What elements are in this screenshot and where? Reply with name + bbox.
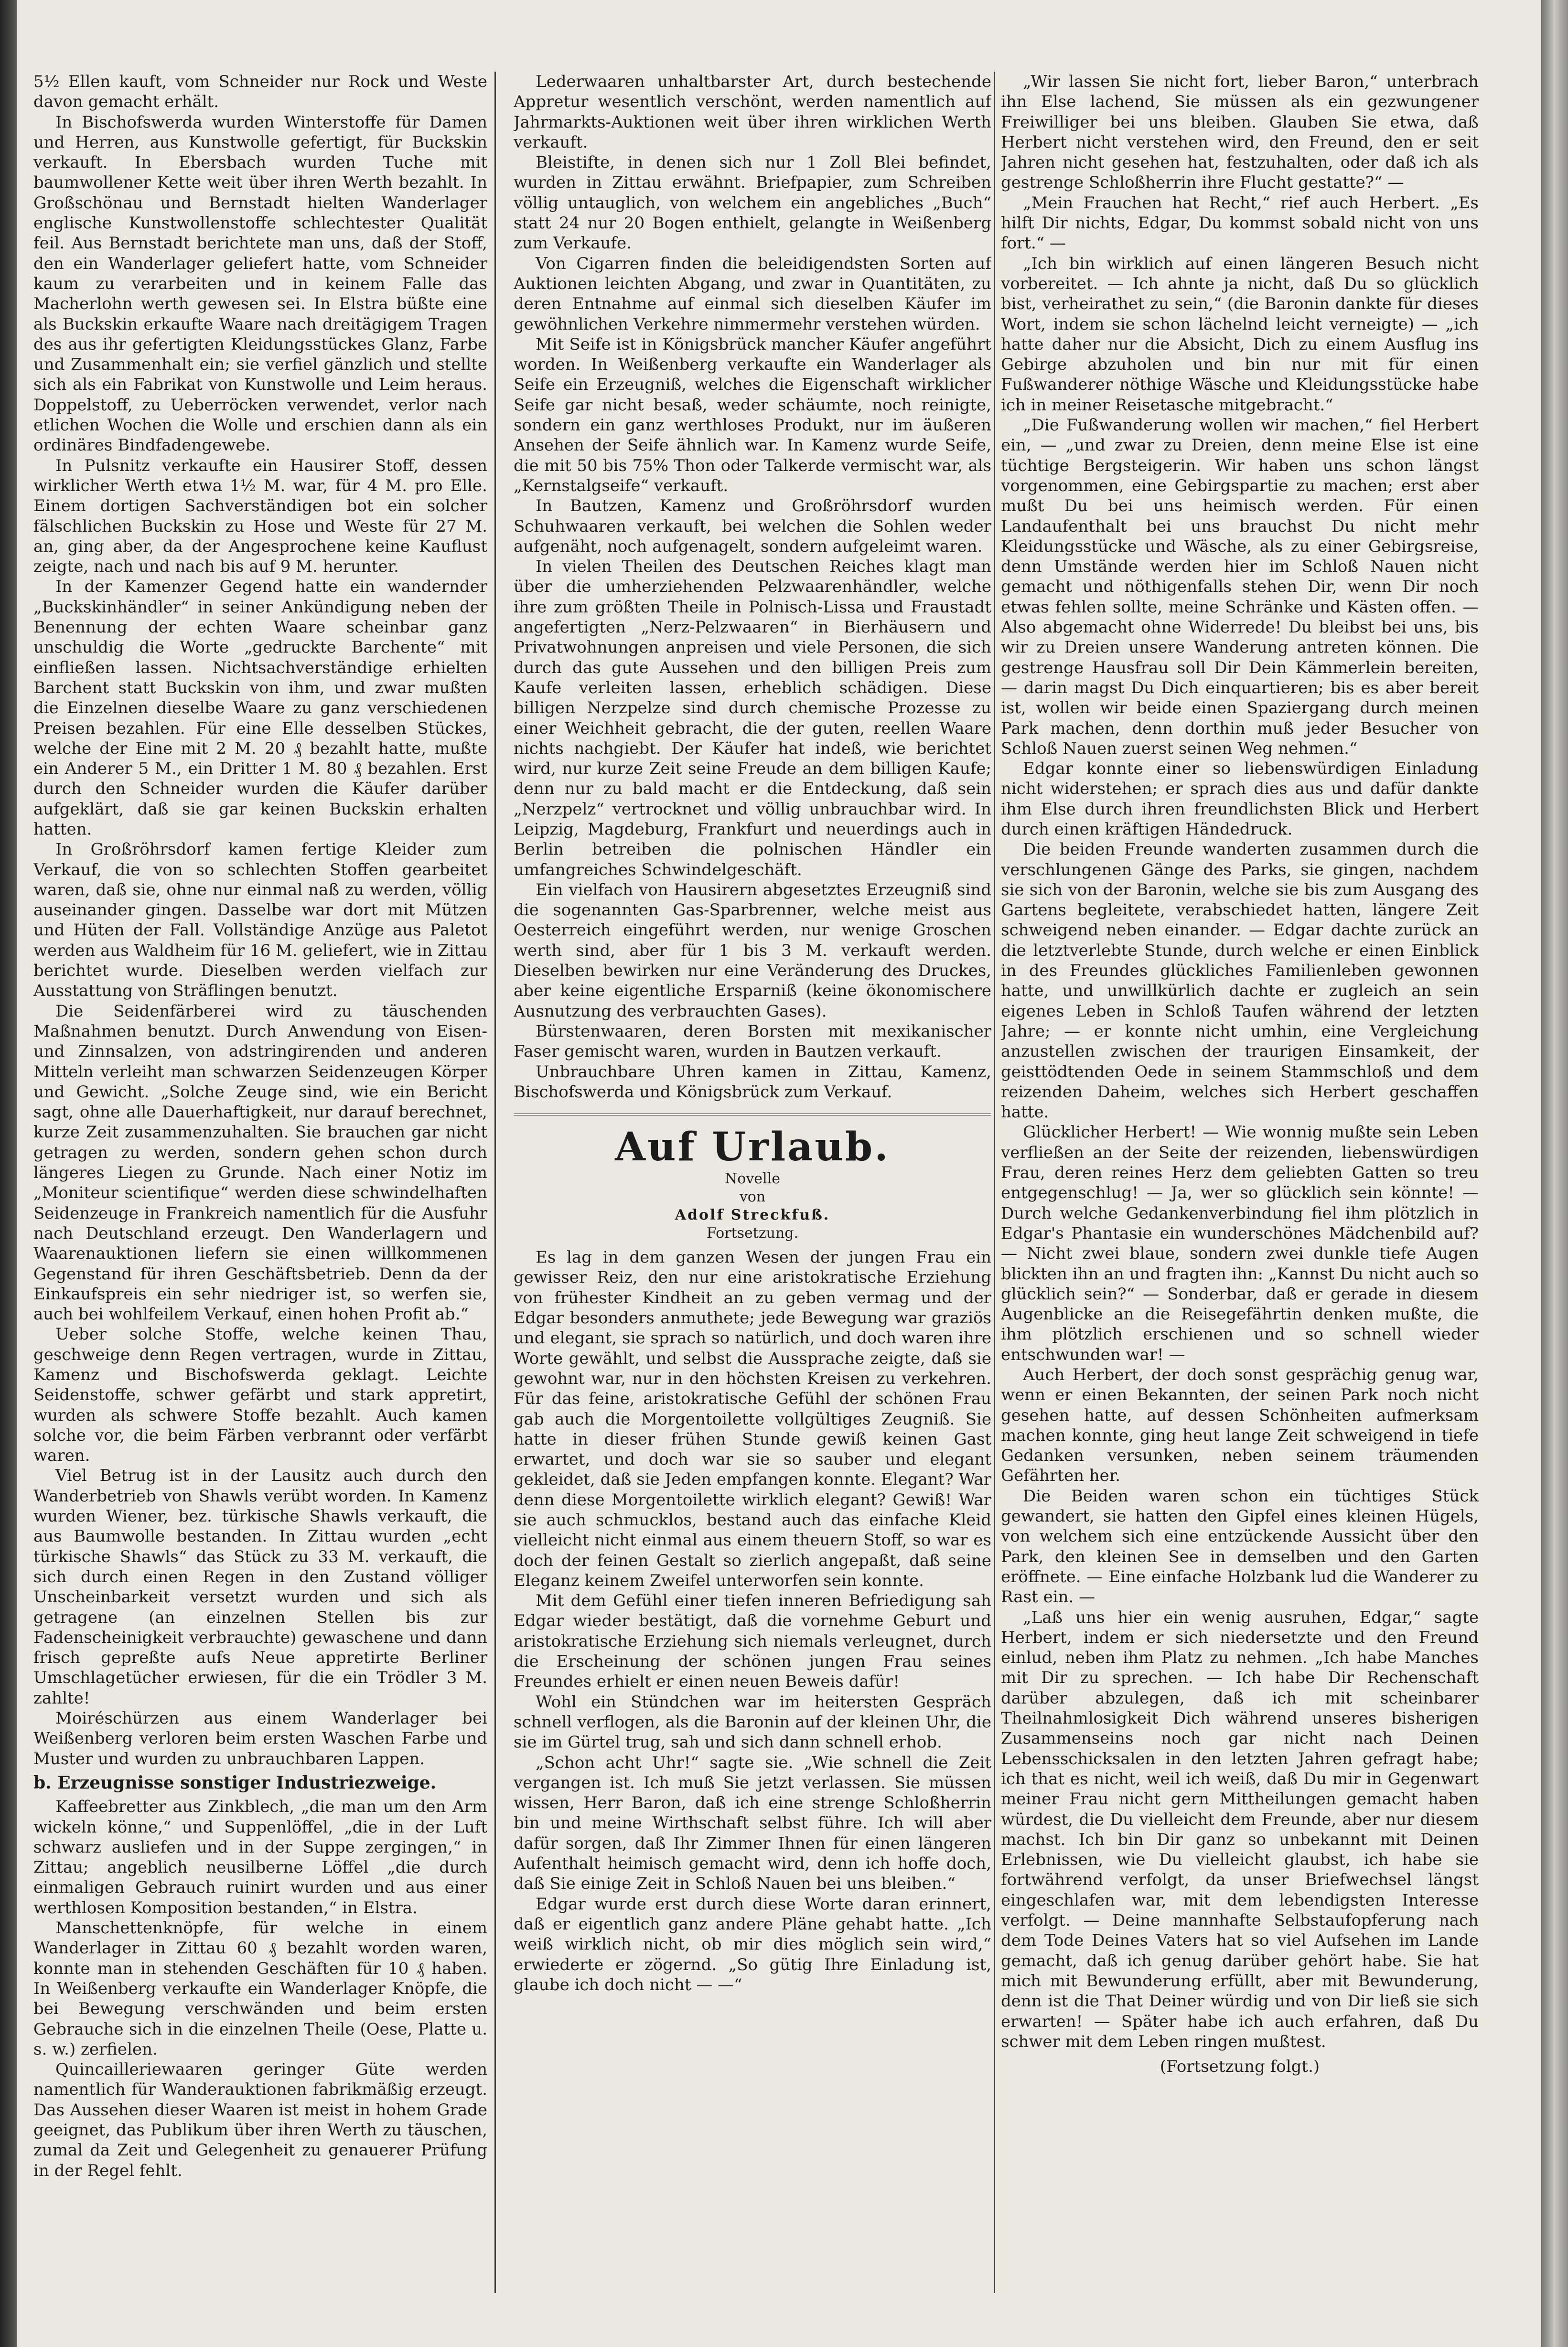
left-paragraph: In Großröhrsdorf kamen fertige Kleider zum Verkauf, die von so schlechten Stoffen gearbeitet waren, daß sie, ohne nur einmal naß zu werden, völlig auseinander gingen. Dasselbe war dort mit Mützen und Hüten der Fall. Vollständige Anzüge aus Paletot werden aus Waldheim für 16 M. geliefert, wie in Zittau berichtet wurde. Dieselben werden vielfach zur Ausstattung von Sträflingen benutzt. [33,840,487,1001]
story-von: von [739,1189,766,1206]
book-spine [1541,0,1568,2347]
middle-paragraph: Lederwaaren unhaltbarster Art, durch bestechende Appretur wesentlich verschönt, werden namentlich auf Jahrmarkts-Auktionen weit über ihren wirklichen Werth verkauft. [514,72,991,152]
right-column [1001,72,1479,2293]
left-paragraph: Kaffeebretter aus Zinkblech, „die man um den Arm wickeln könne,“ und Suppenlöffel, „die in der Luft schwarz ausliefen und in der Suppe zergingen,“ in Zittau; angeblich neusilberne Löffel „die durch einmaligen Gebrauch ruinirt wurden und aus einer werthlosen Komposition bestanden,“ in Elstra. [33,1797,487,1918]
right-paragraph: Die Beiden waren schon ein tüchtiges Stück gewandert, sie hatten den Gipfel eines kleinen Hügels, von welchem sich eine entzückende Aussicht über den Park, den kleinen See in demselben und den Garten eröffnete. — Eine einfache Holzbank lud die Wanderer zu Rast ein. — [1001,1486,1479,1607]
left-paragraph: Quincailleriewaaren geringer Güte werden namentlich für Wanderauktionen fabrikmäßig erzeugt. Das Aussehen dieser Waaren ist meist in hohem Grade geeignet, das Publikum über ihren Werth zu täuschen, zumal da Zeit und Gelegenheit zu genauerer Prüfung in der Regel fehlt. [33,2060,487,2180]
story-paragraph: „Schon acht Uhr!“ sagte sie. „Wie schnell die Zeit vergangen ist. Ich muß Sie jetzt verlassen. Sie müssen wissen, Herr Baron, daß ich eine strenge Schloßherrin bin und meine Wirthschaft selbst führe. Ich will aber dafür sorgen, daß Ihr Zimmer Ihnen für einen längeren Aufenthalt heimisch gemacht wird, denn ich hoffe doch, daß Sie einige Zeit in Schloß Nauen bei uns bleiben.“ [514,1753,991,1894]
story-header [514,1114,991,1243]
scan-dark-edge [0,0,17,2347]
middle-paragraph: Ein vielfach von Hausirern abgesetztes Erzeugniß sind die sogenannten Gas-Sparbrenner, welche meist aus Oesterreich eingeführt werden, nur wenige Groschen werth sind, aber für 1 bis 3 M. verkauft werden. Dieselben bewirken nur eine Veränderung des Druckes, aber keine eigentliche Ersparniß (keine ökonomischere Ausnutzung des verbrauchten Gases). [514,880,991,1021]
right-paragraph: „Wir lassen Sie nicht fort, lieber Baron,“ unterbrach ihn Else lachend, Sie müssen als ein gezwungener Freiwilliger bei uns bleiben. Glauben Sie etwa, daß Herbert nicht verstehen wird, den Freund, den er seit Jahren nicht gesehen hat, festzuhalten, oder daß ich als gestrenge Schloßherrin ihre Flucht gestatte?“ — [1001,72,1479,193]
left-paragraph: Die Seidenfärberei wird zu täuschenden Maßnahmen benutzt. Durch Anwendung von Eisen- und Zinnsalzen, von adstringirenden und anderen Mitteln verleiht man schwarzen Seidenzeugen Körper und Gewicht. „Solche Zeuge sind, wie ein Bericht sagt, ohne alle Dauerhaftigkeit, nur darauf berechnet, kurze Zeit zusammenzuhalten. Sie brauchen gar nicht getragen zu werden, sondern gehen schon durch längeres Liegen zu Grunde. Nach einer Notiz im „Moniteur scientifique“ werden diese schwindelhaften Seidenzeuge in Frankreich namentlich für die Ausfuhr nach Deutschland erzeugt. Den Wanderlagern und Waarenauktionen liefern sie einen willkommenen Gegenstand für ihren Geschäftsbetrieb. Denn da der Einkaufspreis ein sehr niedriger ist, so werfen sie, auch bei wohlfeilem Verkauf, einen hohen Profit ab.“ [33,1001,487,1324]
story-paragraph: Edgar wurde erst durch diese Worte daran erinnert, daß er eigentlich ganz andere Pläne gehabt hatte. „Ich weiß wirklich nicht, ob mir dies möglich sein wird,“ erwiederte er zögernd. „So gütig Ihre Einladung ist, glaube ich doch nicht — —“ [514,1894,991,1994]
middle-column [514,72,991,2293]
left-paragraph: Moiréschürzen aus einem Wanderlager bei Weißenberg verloren beim ersten Waschen Farbe und Muster und wurden zu unbrauchbaren Lappen. [33,1709,487,1768]
right-paragraph: „Laß uns hier ein wenig ausruhen, Edgar,“ sagte Herbert, indem er sich niedersetzte und den Freund einlud, neben ihm Platz zu nehmen. „Ich habe Manches mit Dir zu sprechen. — Ich habe Dir Rechenschaft darüber abzulegen, daß ich mit scheinbarer Theilnahmlosigkeit Dich während unseres bisherigen Zusammenseins noch gar nicht nach Deinen Lebensschicksalen in den letzten Jahren gefragt habe; ich that es nicht, weil ich weiß, daß Du mir in Gegenwart meiner Frau nicht gern Mittheilungen gemacht haben würdest, die Du vielleicht dem Freunde, aber nur diesem machst. Ich bin Dir ganz so unbekannt mit Deinen Erlebnissen, wie Du vielleicht glaubst, ich habe sie fortwährend verfolgt, da unser Briefwechsel längst eingeschlafen war, mit dem lebendigsten Interesse verfolgt. — Deine mannhafte Selbstaufopferung nach dem Tode Deines Vaters hat so viel Aufsehen im Lande gemacht, daß ich genug darüber gehört habe. Sie hat mich mit Bewunderung erfüllt, aber mit Bewunderung, denn ist die That Deiner würdig und von Dir ließ sie sich erwarten! — Später habe ich auch erfahren, daß Du schwer mit dem Leben ringen mußtest. [1001,1608,1479,2051]
middle-paragraph: Bleistifte, in denen sich nur 1 Zoll Blei befindet, wurden in Zittau erwähnt. Briefpapier, zum Schreiben völlig untauglich, von welchem ein angebliches „Buch“ statt 24 nur 20 Bogen enthielt, gelangte in Weißenberg zum Verkaufe. [514,153,991,253]
right-paragraph: „Ich bin wirklich auf einen längeren Besuch nicht vorbereitet. — Ich ahnte ja nicht, daß Du so glücklich bist, verheirathet zu sein,“ (die Baronin dankte für dieses Wort, indem sie schon lächelnd leicht verneigte) — „ich hatte daher nur die Absicht, Dich zu einem Ausflug ins Gebirge abzuholen und bin nur mit für einen Fußwanderer nöthige Wäsche und Kleidungsstücke habe ich in meiner Reisetasche mitgebracht.“ [1001,254,1479,415]
middle-paragraph: Bürstenwaaren, deren Borsten mit mexikanischer Faser gemischt waren, wurden in Bautzen verkauft. [514,1021,991,1061]
right-paragraph: Auch Herbert, der doch sonst gesprächig genug war, wenn er einen Bekannten, der seinen Park noch nicht gesehen hatte, auf dessen Schönheiten aufmerksam machen konnte, ging heut lange Zeit schweigend in tiefe Gedanken versunken, neben seinem träumenden Gefährten her. [1001,1365,1479,1486]
left-paragraph: In Pulsnitz verkaufte ein Hausirer Stoff, dessen wirklicher Werth etwa 1½ M. war, für 4 M. pro Elle. Einem dortigen Sachverständigen bot ein solcher fälschlichen Buckskin zu Hose und Weste für 27 M. an, ging aber, da der Angesprochene keine Kauflust zeigte, nach und nach bis auf 9 M. herunter. [33,456,487,577]
story-genre: Novelle [725,1170,780,1188]
middle-paragraph: Mit Seife ist in Königsbrück mancher Käufer angeführt worden. In Weißenberg verkaufte ein Wanderlager als Seife ein Erzeugniß, welches die Eigenschaft wirklicher Seife gar nicht besaß, weder schäumte, noch reinigte, sondern ein ganz werthloses Produkt, nur im äußeren Ansehen der Seife ähnlich war. In Kamenz wurde Seife, die mit 50 bis 75% Thon oder Talkerde vermischt war, als „Kernstalgseife“ verkauft. [514,334,991,495]
continuation-note: (Fortsetzung folgt.) [1160,2057,1320,2077]
column-rule-right [994,72,995,2293]
middle-paragraph: In Bautzen, Kamenz und Großröhrsdorf wurden Schuhwaaren verkauft, bei welchen die Sohlen weder aufgenäht, noch aufgenagelt, sondern aufgeleimt waren. [514,496,991,556]
section-subheading: b. Erzeugnisse sonstiger Industriezweige. [33,1772,437,1793]
right-paragraph: Die beiden Freunde wanderten zusammen durch die verschlungenen Gänge des Parks, sie gingen, nachdem sie sich von der Baronin, welche sie bis zum Ausgang des Gartens begleitete, verabschiedet hatten, längere Zeit schweigend neben einander. — Edgar dachte zurück an die letztverlebte Stunde, durch welche er einen Einblick in des Freundes glückliches Familienleben gewonnen hatte, und unwillkürlich dachte er zugleich an sein eigenes Leben in Schloß Taufen während der letzten Jahre; — er konnte nicht umhin, eine Vergleichung anzustellen zwischen der traurigen Einsamkeit, der geisttödtenden Oede in seinem Stammschloß und dem reizenden Daheim, welches sich Herbert geschaffen hatte. [1001,840,1479,1122]
story-title: Auf Urlaub. [615,1124,890,1170]
left-paragraph: Manschettenknöpfe, für welche in einem Wanderlager in Zittau 60 ₰ bezahlt worden waren, konnte man in stehenden Geschäften für 10 ₰ haben. In Weißenberg verkaufte ein Wanderlager Knöpfe, die bei Bewegung verschwänden und beim ersten Gebrauche sich in die einzelnen Theile (Oese, Platte u. s. w.) zerfielen. [33,1918,487,2059]
left-paragraph: Viel Betrug ist in der Lausitz auch durch den Wanderbetrieb von Shawls verübt worden. In Kamenz wurden Wiener, bez. türkische Shawls verkauft, die aus Baumwolle bestanden. In Zittau wurden „echt türkische Shawls“ das Stück zu 33 M. verkauft, die sich durch einen Regen in den Zustand völliger Unscheinbarkeit versetzt wurden und sich als getragene (an einzelnen Stellen bis zur Fadenscheinigkeit verbrauchte) gewaschene und dann frisch gepreßte aufs Neue appretirte Berliner Umschlagetücher erwiesen, für die ein Trödler 3 M. zahlte! [33,1466,487,1708]
middle-paragraph: Unbrauchbare Uhren kamen in Zittau, Kamenz, Bischofswerda und Königsbrück zum Verkauf. [514,1062,991,1102]
right-paragraph: Edgar konnte einer so liebenswürdigen Einladung nicht widerstehen; er sprach dies aus und dafür dankte ihm Else durch ihren freundlichsten Blick und Herbert durch einen kräftigen Händedruck. [1001,759,1479,839]
column-rule-left [494,72,496,2293]
story-paragraph: Mit dem Gefühl einer tiefen inneren Befriedigung sah Edgar wieder bestätigt, daß die vornehme Geburt und aristokratische Erziehung sich niemals verleugnet, durch die Erscheinung der schönen jungen Frau seines Freundes erhielt er einen neuen Beweis dafür! [514,1591,991,1692]
story-paragraph: Wohl ein Stündchen war im heitersten Gespräch schnell verflogen, als die Baronin auf der kleinen Uhr, die sie im Gürtel trug, sah und sich dann schnell erhob. [514,1692,991,1752]
left-column [33,72,487,2293]
right-paragraph: Glücklicher Herbert! — Wie wonnig mußte sein Leben verfließen an der Seite der reizenden, liebenswürdigen Frau, deren reines Herz dem geliebten Gatten so treu entgegenschlug! — Ja, wer so glücklich sein könnte! — Durch welche Gedankenverbindung fiel ihm plötzlich in Edgar's Phantasie ein wunderschönes Mädchenbild auf? — Nicht zwei blaue, sondern zwei dunkle tiefe Augen blickten ihn an und fragten ihn: „Kannst Du nicht auch so glücklich sein?“ — Sonderbar, daß er gerade in diesem Augenblicke an die Reisegefährtin denken mußte, die ihm plötzlich erschienen und so schnell wieder entschwunden war! — [1001,1123,1479,1364]
story-author: Adolf Streckfuß. [675,1207,830,1224]
middle-paragraph: Von Cigarren finden die beleidigendsten Sorten auf Auktionen leichten Abgang, und zwar in Quantitäten, zu deren Entnahme auf einmal sich dieselben Käufer im gewöhnlichen Verkehre nimmermehr verstehen würden. [514,254,991,334]
right-paragraph: „Mein Frauchen hat Recht,“ rief auch Herbert. „Es hilft Dir nichts, Edgar, Du kommst sobald nicht von uns fort.“ — [1001,193,1479,253]
right-paragraph: „Die Fußwanderung wollen wir machen,“ fiel Herbert ein, — „und zwar zu Dreien, denn meine Else ist eine tüchtige Bergsteigerin. Wir haben uns schon längst vorgenommen, eine Gebirgspartie zu machen; erst aber mußt Du bei uns heimisch werden. Für einen Landaufenthalt bei uns brauchst Du nicht mehr Kleidungsstücke und Wäsche, als zu einer Gebirgsreise, denn Umstände werden hier im Schloß Nauen nicht gemacht und nöthigenfalls stehen Dir, wenn Dir noch etwas fehlen sollte, meine Schränke und Kästen offen. — Also abgemacht ohne Widerrede! Du bleibst bei uns, bis wir zu Dreien unsere Wanderung antreten können. Die gestrenge Hausfrau soll Dir Dein Kämmerlein bereiten, — darin magst Du Dich einquartieren; bis es aber bereit ist, wollen wir beide einen Spaziergang durch meinen Park machen, denn dorthin muß jeder Besucher von Schloß Nauen zuerst seinen Weg nehmen.“ [1001,416,1479,758]
newspaper-page [17,0,1541,2347]
middle-paragraph: In vielen Theilen des Deutschen Reiches klagt man über die umherziehenden Pelzwaarenhändler, welche ihre zum größten Theile in Polnisch-Lissa und Fraustadt angefertigten „Nerz-Pelzwaaren“ in Bierhäusern und Privatwohnungen anpreisen und viele Personen, die sich durch das gute Aussehen und den billigen Preis zum Kaufe verleiten lassen, erheblich schädigen. Diese billigen Nerzpelze sind durch chemische Prozesse zu einer Weichheit gebracht, die der guten, reellen Waare nichts nachgiebt. Der Käufer hat indeß, wie berichtet wird, nur kurze Zeit seine Freude an dem billigen Kaufe; denn nur zu bald macht er die Entdeckung, daß sein „Nerzpelz“ vertrocknet und völlig unbrauchbar wird. In Leipzig, Magdeburg, Frankfurt und neuerdings auch in Berlin betreiben die polnischen Händler ein umfangreiches Schwindelgeschäft. [514,557,991,879]
story-paragraph: Es lag in dem ganzen Wesen der jungen Frau ein gewisser Reiz, den nur eine aristokratische Erziehung von frühester Kindheit an zu geben vermag und der Edgar besonders anmuthete; jede Bewegung war graziös und elegant, sie sprach so natürlich, und doch waren ihre Worte gewählt, und selbst die Aussprache zeigte, daß sie gewohnt war, nur in den höchsten Kreisen zu verkehren. Für das feine, aristokratische Gefühl der schönen Frau gab auch die Morgentoilette vollgültiges Zeugniß. Sie hatte in dieser frühen Stunde gewiß keinen Gast erwartet, und doch war sie so sauber und elegant gekleidet, daß sie Jeden empfangen konnte. Elegant? War denn diese Morgentoilette wirklich elegant? Gewiß! War sie auch schmucklos, bestand auch das einfache Kleid vielleicht nicht einmal aus einem theuern Stoff, so war es doch der feinen Gestalt so zierlich angepaßt, daß seine Eleganz keinem Zweifel unterworfen sein konnte. [514,1248,991,1590]
left-paragraph: Ueber solche Stoffe, welche keinen Thau, geschweige denn Regen vertragen, wurde in Zittau, Kamenz und Bischofswerda geklagt. Leichte Seidenstoffe, schwer gefärbt und stark appretirt, wurden als schwere Stoffe bezahlt. Auch kamen solche vor, die beim Färben verbrannt oder verfärbt waren. [33,1325,487,1466]
left-paragraph: In der Kamenzer Gegend hatte ein wandernder „Buckskinhändler“ in seiner Ankündigung neben der Benennung der echten Waare scheinbar ganz unschuldig die Worte „gedruckte Barchente“ mit einfließen lassen. Nichtsachverständige erhielten Barchent statt Buckskin von ihm, und zwar mußten die Einzelnen dieselbe Waare zu ganz verschiedenen Preisen bezahlen. Für eine Elle desselben Stückes, welche der Eine mit 2 M. 20 ₰ bezahlt hatte, mußte ein Anderer 5 M., ein Dritter 1 M. 80 ₰ bezahlen. Erst durch den Schneider wurden die Käufer darüber aufgeklärt, daß sie gar keinen Buckskin erhalten hatten. [33,577,487,839]
left-paragraph: 5½ Ellen kauft, vom Schneider nur Rock und Weste davon gemacht erhält. [33,72,487,112]
left-paragraph: In Bischofswerda wurden Winterstoffe für Damen und Herren, aus Kunstwolle gefertigt, für Buckskin verkauft. In Ebersbach wurden Tuche mit baumwollener Kette weit über ihren Werth bezahlt. In Großschönau und Bernstadt hielten Wanderlager englische Kunstwollenstoffe schlechtester Qualität feil. Aus Bernstadt berichtete man uns, daß der Stoff, den ein Wanderlager geliefert hatte, vom Schneider kaum zu verarbeiten und in keinem Falle das Macherlohn werth gewesen sei. In Elstra büßte eine als Buckskin erkaufte Waare nach dreitägigem Tragen des aus ihr gefertigten Kleidungsstückes Glanz, Farbe und Zusammenhalt ein; sie verfiel gänzlich und stellte sich als ein Fabrikat von Kunstwolle und Leim heraus. Doppelstoff, zu Ueberröcken verwendet, verlor nach etlichen Wochen die Wolle und erschien dann als ein ordinäres Bindfadengewebe. [33,112,487,455]
story-continued: Fortsetzung. [706,1225,799,1242]
